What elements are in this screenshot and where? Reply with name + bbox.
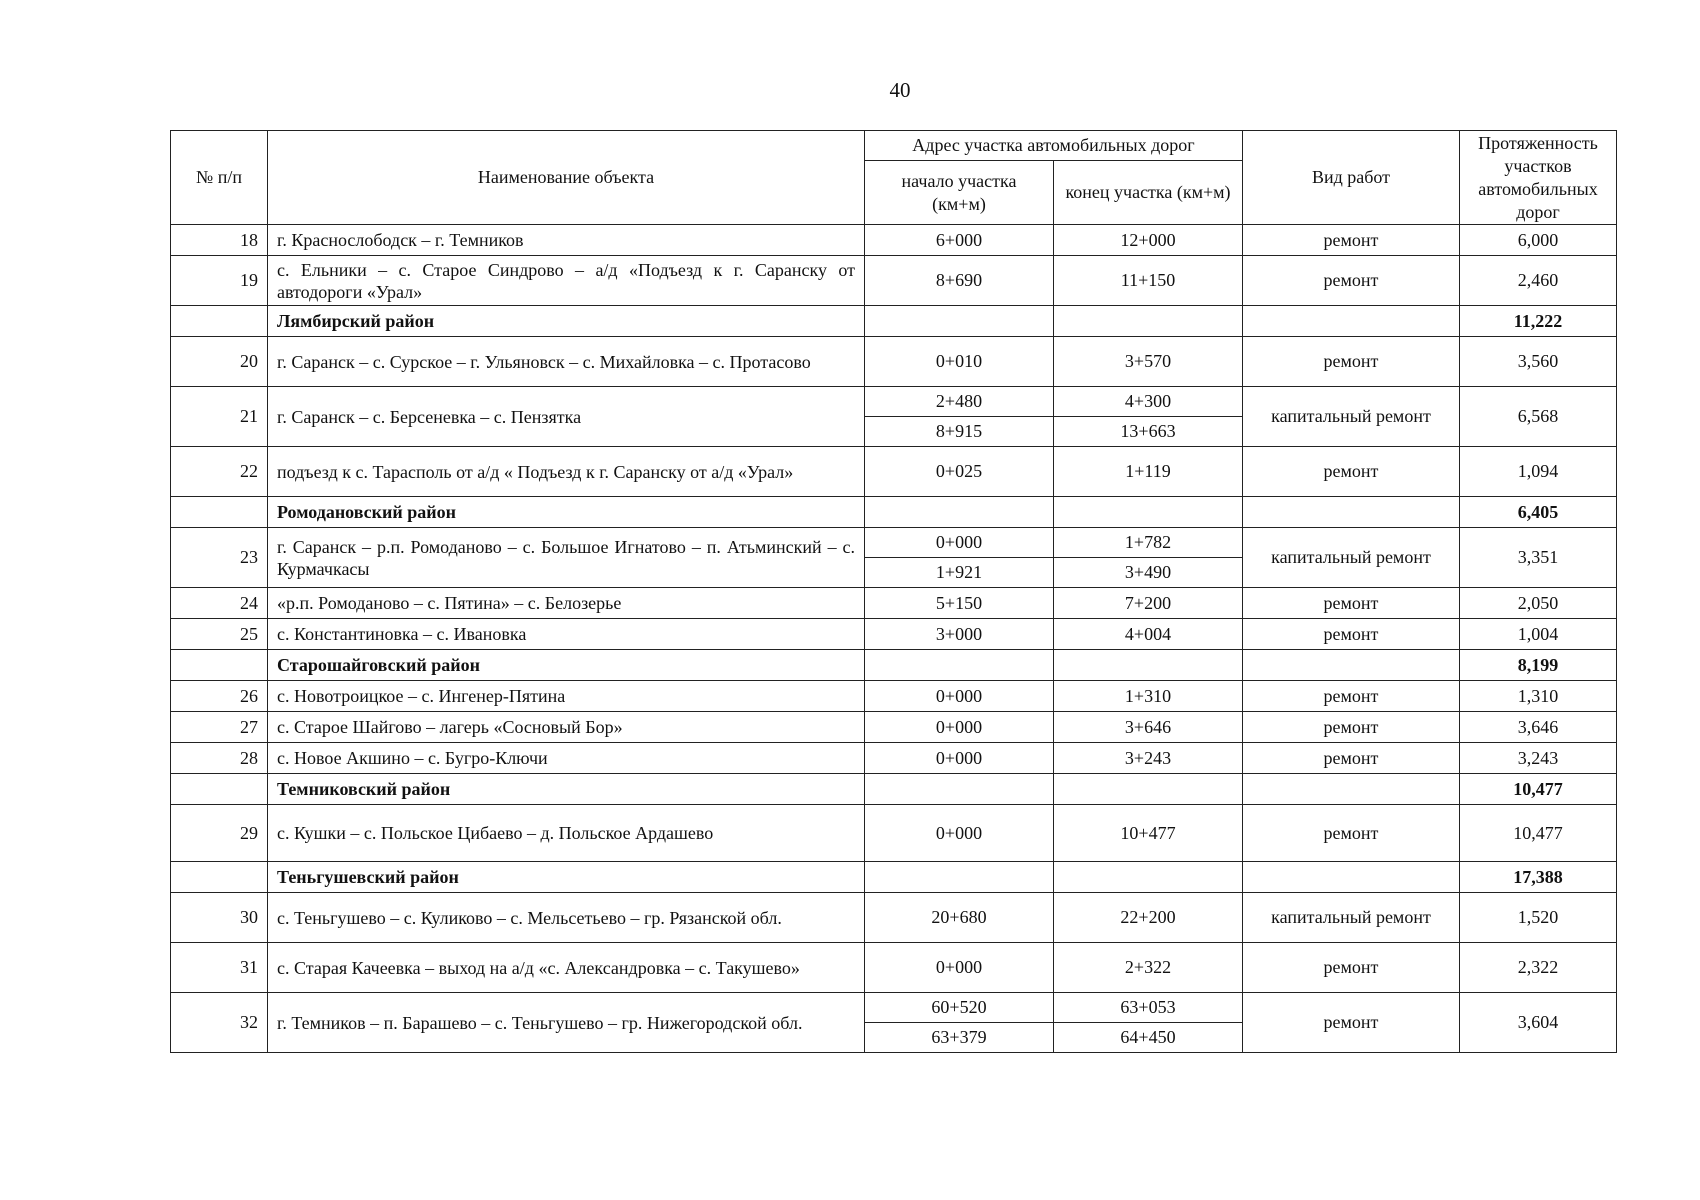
object-name: подъезд к с. Тарасполь от а/д « Подъезд к г. Саранску от а/д «Урал» [268,447,865,497]
section-end: 1+310 [1054,681,1243,712]
work-type: ремонт [1243,256,1460,306]
section-start: 2+480 [865,387,1054,417]
district-start-cell [865,862,1054,893]
section-length: 1,094 [1460,447,1617,497]
district-start-cell [865,650,1054,681]
section-length: 3,560 [1460,337,1617,387]
table-row [171,805,1617,862]
table-row [171,993,1617,1023]
object-name: г. Краснослободск – г. Темников [268,225,865,256]
section-start-2: 1+921 [865,558,1054,588]
district-end-cell [1054,862,1243,893]
section-start: 60+520 [865,993,1054,1023]
section-start: 0+000 [865,743,1054,774]
section-length: 1,004 [1460,619,1617,650]
table-body [171,225,1617,1053]
table-row [171,528,1617,558]
work-type: ремонт [1243,805,1460,862]
table-row [171,588,1617,619]
section-length: 3,646 [1460,712,1617,743]
section-start-2: 8+915 [865,417,1054,447]
district-row [171,774,1617,805]
work-type: ремонт [1243,681,1460,712]
section-length: 1,310 [1460,681,1617,712]
table-row [171,387,1617,417]
section-start: 0+000 [865,943,1054,993]
object-name: г. Саранск – с. Сурское – г. Ульяновск – с. Михайловка – с. Протасово [268,337,865,387]
row-number: 30 [171,893,268,943]
district-row [171,650,1617,681]
section-length: 2,322 [1460,943,1617,993]
object-name: с. Новое Акшино – с. Бугро-Ключи [268,743,865,774]
district-work-cell [1243,306,1460,337]
section-length: 2,460 [1460,256,1617,306]
district-row [171,862,1617,893]
section-start: 0+010 [865,337,1054,387]
section-length: 6,000 [1460,225,1617,256]
section-length: 3,243 [1460,743,1617,774]
section-start-2: 63+379 [865,1023,1054,1053]
section-start: 20+680 [865,893,1054,943]
work-type: ремонт [1243,447,1460,497]
work-type: ремонт [1243,743,1460,774]
object-name: с. Константиновка – с. Ивановка [268,619,865,650]
table-header [171,131,1617,225]
row-number: 26 [171,681,268,712]
table-row [171,681,1617,712]
header-work: Вид работ [1243,131,1460,225]
section-end: 2+322 [1054,943,1243,993]
section-end-2: 64+450 [1054,1023,1243,1053]
section-end: 3+243 [1054,743,1243,774]
district-total: 10,477 [1460,774,1617,805]
section-end: 4+004 [1054,619,1243,650]
section-end: 3+646 [1054,712,1243,743]
header-address-group: Адрес участка автомобильных дорог [865,131,1243,161]
district-end-cell [1054,774,1243,805]
district-start-cell [865,306,1054,337]
section-start: 0+000 [865,712,1054,743]
section-end-2: 13+663 [1054,417,1243,447]
district-total: 17,388 [1460,862,1617,893]
section-start: 5+150 [865,588,1054,619]
section-length: 3,351 [1460,528,1617,588]
section-start: 0+000 [865,528,1054,558]
work-type: ремонт [1243,993,1460,1053]
row-number: 22 [171,447,268,497]
work-type: ремонт [1243,619,1460,650]
district-name: Старошайговский район [268,650,865,681]
district-row [171,306,1617,337]
section-start: 0+000 [865,805,1054,862]
object-name: с. Ельники – с. Старое Синдрово – а/д «Подъезд к г. Саранску от автодороги «Урал» [268,256,865,306]
header-length: Протяженность участков автомобильных дорог [1460,131,1617,225]
object-name: с. Старая Качеевка – выход на а/д «с. Александровка – с. Такушево» [268,943,865,993]
row-number: 18 [171,225,268,256]
district-work-cell [1243,650,1460,681]
object-name: с. Теньгушево – с. Куликово – с. Мельсетьево – гр. Рязанской обл. [268,893,865,943]
header-num: № п/п [171,131,268,225]
object-name: с. Старое Шайгово – лагерь «Сосновый Бор» [268,712,865,743]
section-end: 1+119 [1054,447,1243,497]
table-row [171,447,1617,497]
district-start-cell [865,774,1054,805]
section-length: 10,477 [1460,805,1617,862]
object-name: с. Кушки – с. Польское Цибаево – д. Польское Ардашево [268,805,865,862]
table-row [171,225,1617,256]
section-end: 1+782 [1054,528,1243,558]
row-number: 19 [171,256,268,306]
header-start: начало участка (км+м) [865,161,1054,225]
district-num-cell [171,497,268,528]
district-end-cell [1054,497,1243,528]
section-start: 8+690 [865,256,1054,306]
district-end-cell [1054,306,1243,337]
section-length: 2,050 [1460,588,1617,619]
row-number: 32 [171,993,268,1053]
row-number: 23 [171,528,268,588]
district-name: Темниковский район [268,774,865,805]
table-row [171,893,1617,943]
header-end: конец участка (км+м) [1054,161,1243,225]
row-number: 20 [171,337,268,387]
object-name: г. Темников – п. Барашево – с. Теньгушево – гр. Нижегородской обл. [268,993,865,1053]
row-number: 27 [171,712,268,743]
district-num-cell [171,774,268,805]
work-type: ремонт [1243,337,1460,387]
object-name: г. Саранск – р.п. Ромоданово – с. Большое Игнатово – п. Атьминский – с. Курмачкасы [268,528,865,588]
district-num-cell [171,306,268,337]
section-end: 3+570 [1054,337,1243,387]
district-work-cell [1243,497,1460,528]
district-total: 8,199 [1460,650,1617,681]
section-start: 0+000 [865,681,1054,712]
section-end: 4+300 [1054,387,1243,417]
district-row [171,497,1617,528]
section-end: 22+200 [1054,893,1243,943]
district-num-cell [171,650,268,681]
section-end: 7+200 [1054,588,1243,619]
table-row [171,256,1617,306]
row-number: 21 [171,387,268,447]
object-name: с. Новотроицкое – с. Ингенер-Пятина [268,681,865,712]
district-total: 11,222 [1460,306,1617,337]
district-num-cell [171,862,268,893]
table-row [171,619,1617,650]
table-row [171,943,1617,993]
district-end-cell [1054,650,1243,681]
work-type: капитальный ремонт [1243,893,1460,943]
section-end: 63+053 [1054,993,1243,1023]
object-name: «р.п. Ромоданово – с. Пятина» – с. Белозерье [268,588,865,619]
district-start-cell [865,497,1054,528]
row-number: 29 [171,805,268,862]
section-end-2: 3+490 [1054,558,1243,588]
row-number: 25 [171,619,268,650]
section-start: 6+000 [865,225,1054,256]
header-name: Наименование объекта [268,131,865,225]
section-length: 6,568 [1460,387,1617,447]
roads-table [170,130,1617,1053]
district-name: Лямбирский район [268,306,865,337]
work-type: ремонт [1243,712,1460,743]
district-total: 6,405 [1460,497,1617,528]
work-type: ремонт [1243,588,1460,619]
table-row [171,712,1617,743]
section-length: 3,604 [1460,993,1617,1053]
row-number: 31 [171,943,268,993]
district-name: Теньгушевский район [268,862,865,893]
page-number: 40 [889,78,911,102]
work-type: капитальный ремонт [1243,387,1460,447]
district-work-cell [1243,774,1460,805]
district-work-cell [1243,862,1460,893]
district-name: Ромодановский район [268,497,865,528]
table-row [171,743,1617,774]
object-name: г. Саранск – с. Берсеневка – с. Пензятка [268,387,865,447]
work-type: ремонт [1243,943,1460,993]
section-end: 12+000 [1054,225,1243,256]
row-number: 28 [171,743,268,774]
work-type: капитальный ремонт [1243,528,1460,588]
section-length: 1,520 [1460,893,1617,943]
row-number: 24 [171,588,268,619]
section-end: 10+477 [1054,805,1243,862]
section-start: 3+000 [865,619,1054,650]
section-end: 11+150 [1054,256,1243,306]
work-type: ремонт [1243,225,1460,256]
section-start: 0+025 [865,447,1054,497]
table-row [171,337,1617,387]
